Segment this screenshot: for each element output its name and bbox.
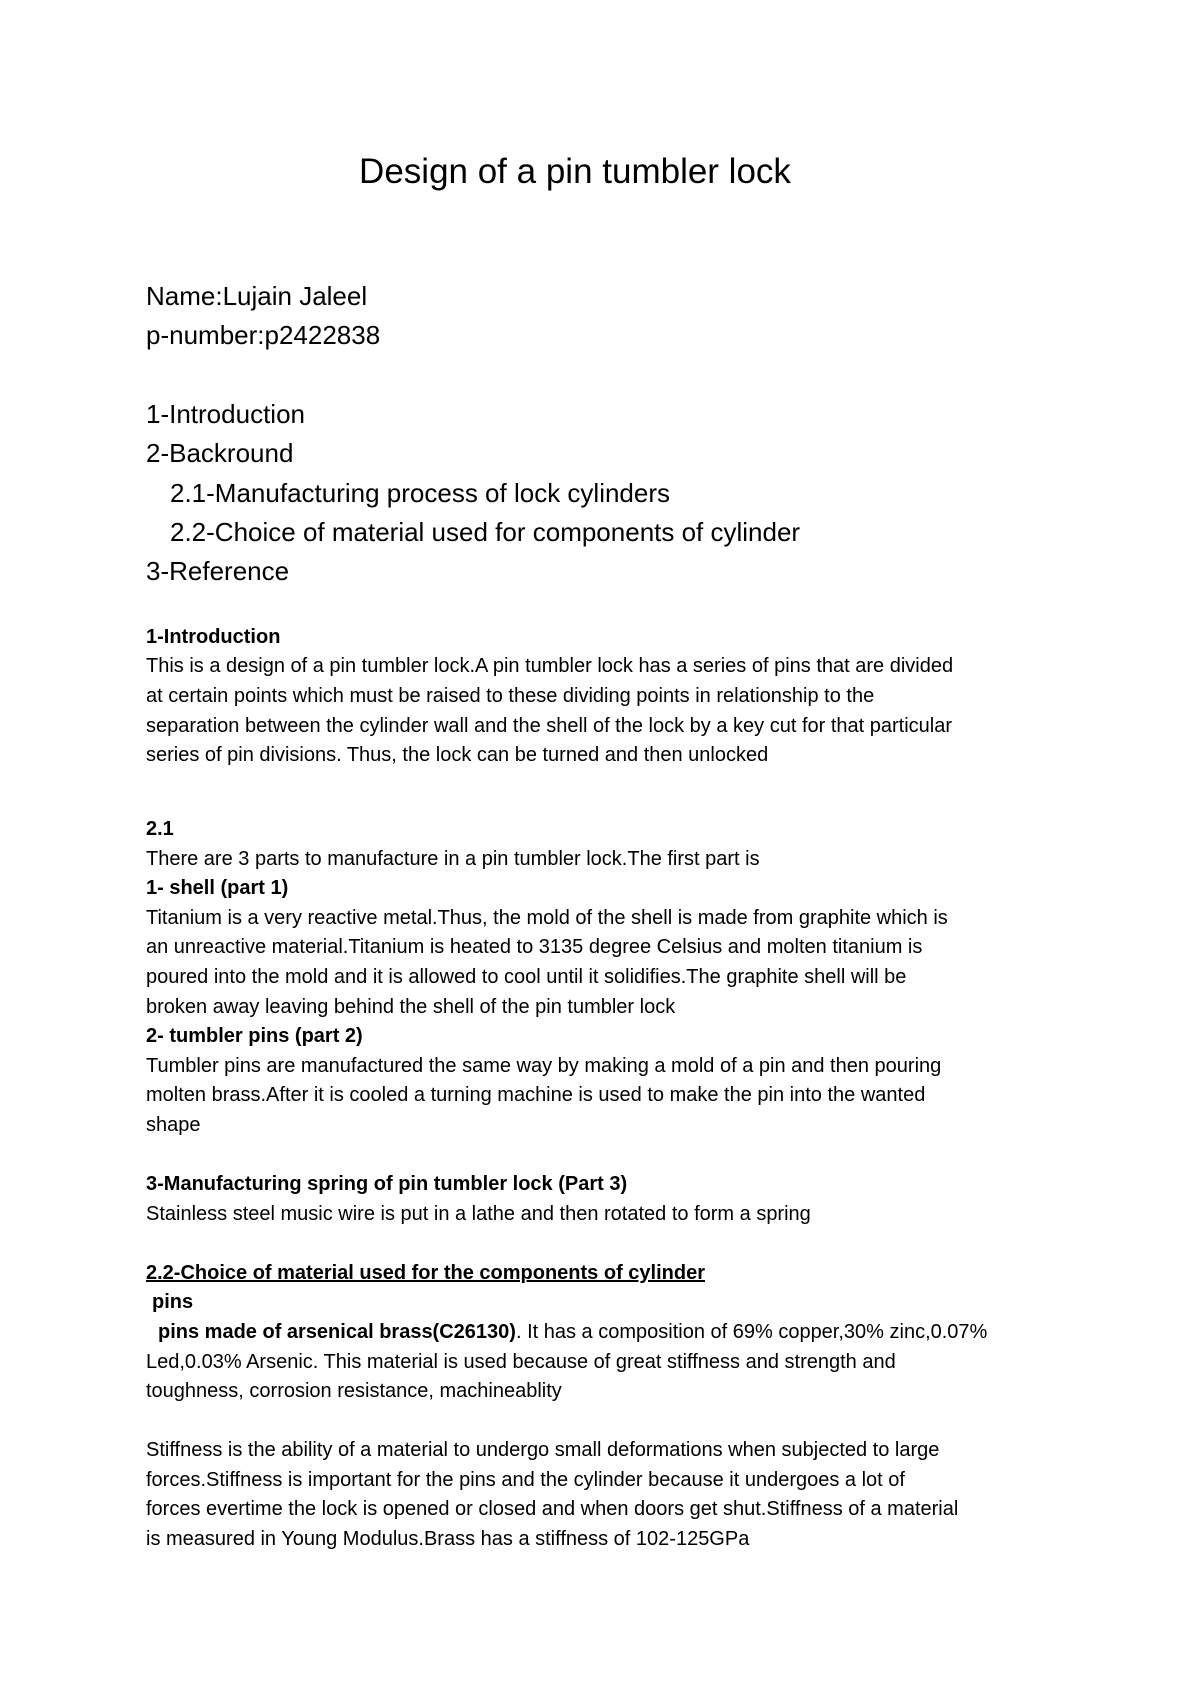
- part2-line: Tumbler pins are manufactured the same way by making a mold of a pin and then pouring: [146, 1055, 942, 1077]
- intro-line: series of pin divisions. Thus, the lock can be turned and then unlocked: [146, 744, 769, 766]
- stiffness-line: Stiffness is the ability of a material to undergo small deformations when subjected to large: [146, 1439, 940, 1461]
- part1-heading: 1- shell (part 1): [146, 877, 289, 899]
- p-number: p-number:p2422838: [146, 320, 381, 350]
- stiffness-line: forces evertime the lock is opened or closed and when doors get shut.Stiffness of a material: [146, 1498, 959, 1520]
- pins-label: pins: [152, 1291, 194, 1313]
- toc-item-background: 2-Backround: [146, 438, 294, 468]
- pins-composition: . It has a composition of 69% copper,30% zinc,0.07%: [515, 1321, 988, 1343]
- intro-line: at certain points which must be raised to these dividing points in relationship to the: [146, 685, 875, 707]
- section-2-1-lead: There are 3 parts to manufacture in a pin tumbler lock.The first part is: [146, 848, 760, 870]
- intro-line: separation between the cylinder wall and the shell of the lock by a key cut for that particular: [146, 715, 953, 737]
- stiffness-line: forces.Stiffness is important for the pins and the cylinder because it undergoes a lot of: [146, 1469, 905, 1491]
- material-line: Led,0.03% Arsenic. This material is used because of great stiffness and strength and: [146, 1351, 896, 1373]
- pins-line: [158, 1318, 987, 1348]
- intro-heading: 1-Introduction: [146, 626, 281, 648]
- section-2-1-heading: 2.1: [146, 818, 174, 840]
- author-name: Name:Lujain Jaleel: [146, 281, 368, 311]
- part2-line: molten brass.After it is cooled a turning machine is used to make the pin into the wanted: [146, 1084, 926, 1106]
- toc-item-introduction: 1-Introduction: [146, 399, 305, 429]
- toc-item-reference: 3-Reference: [146, 556, 290, 586]
- section-2-2-heading: 2.2-Choice of material used for the components of cylinder: [146, 1262, 705, 1284]
- part2-line: shape: [146, 1114, 201, 1136]
- part1-line: broken away leaving behind the shell of the pin tumbler lock: [146, 996, 676, 1018]
- toc-item-material-choice: 2.2-Choice of material used for components of cylinder: [170, 517, 801, 547]
- part3-heading: 3-Manufacturing spring of pin tumbler lock (Part 3): [146, 1173, 628, 1195]
- stiffness-line: is measured in Young Modulus.Brass has a stiffness of 102-125GPa: [146, 1528, 750, 1550]
- pins-material: pins made of arsenical brass(C26130): [158, 1321, 516, 1343]
- toc-item-manufacturing: 2.1-Manufacturing process of lock cylinders: [170, 478, 671, 508]
- material-line: toughness, corrosion resistance, machineablity: [146, 1380, 562, 1402]
- part1-line: an unreactive material.Titanium is heated to 3135 degree Celsius and molten titanium is: [146, 936, 923, 958]
- part1-line: poured into the mold and it is allowed to cool until it solidifies.The graphite shell will be: [146, 966, 907, 988]
- document-title: Design of a pin tumbler lock: [359, 152, 791, 191]
- part3-line: Stainless steel music wire is put in a lathe and then rotated to form a spring: [146, 1203, 811, 1225]
- part1-line: Titanium is a very reactive metal.Thus, the mold of the shell is made from graphite which is: [146, 907, 948, 929]
- intro-line: This is a design of a pin tumbler lock.A pin tumbler lock has a series of pins that are divided: [146, 655, 954, 677]
- part2-heading: 2- tumbler pins (part 2): [146, 1025, 363, 1047]
